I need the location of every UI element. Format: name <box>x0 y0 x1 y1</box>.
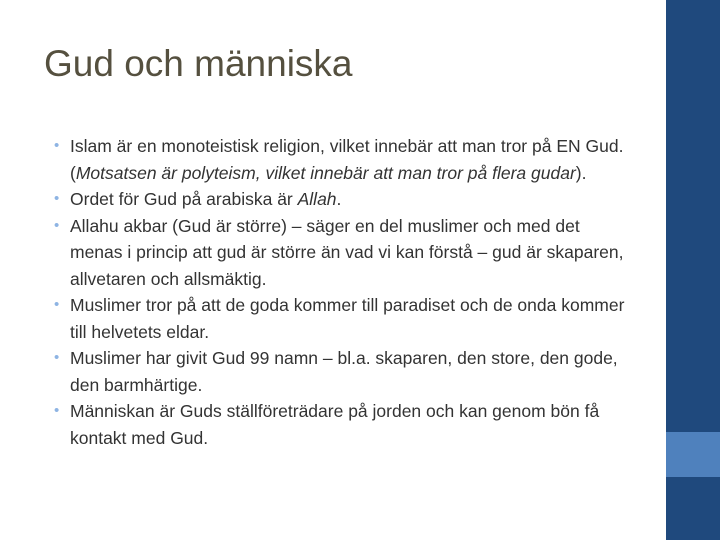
bullet-text: Islam är en monoteistisk religion, vilket innebär att man tror på EN Gud. ( <box>70 136 624 183</box>
bullet-dot-icon: • <box>54 349 60 366</box>
bullet-item <box>54 292 634 345</box>
bullet-text-italic: Allah <box>297 189 337 209</box>
bullet-dot-icon: • <box>54 402 60 419</box>
bullet-text: ). <box>575 162 587 183</box>
bullet-item <box>54 398 634 451</box>
bullet-dot-icon: • <box>54 216 60 234</box>
bullet-text: . <box>336 189 342 209</box>
bullet-dot-icon: • <box>54 137 60 154</box>
bullet-text-italic: Motsatsen är polyteism, vilket innebär att man tror på flera gudar <box>75 162 576 183</box>
bullet-item <box>54 186 634 213</box>
bullet-text: Ordet för Gud på arabiska är <box>70 189 298 209</box>
bullet-text: Människan är Guds ställföreträdare på jorden och kan genom bön få kontakt med Gud. <box>70 401 600 448</box>
bullet-text: Muslimer har givit Gud 99 namn – bl.a. skaparen, den store, den gode, den barmhärtige. <box>70 348 618 395</box>
slide-title: Gud och människa <box>44 43 353 84</box>
sidebar-accent-block <box>666 432 720 477</box>
bullet-dot-icon: • <box>54 296 60 313</box>
bullet-text: Allahu akbar (Gud är större) – säger en del muslimer och med det menas i princip att gud är större än vad vi kan förstå – gud är skaparen, allvetaren och allsmäktig. <box>70 215 624 289</box>
bullet-item <box>54 345 634 398</box>
bullet-list <box>54 133 634 451</box>
bullet-item <box>54 213 634 293</box>
bullet-text: Muslimer tror på att de goda kommer till paradiset och de onda kommer till helvetets eldar. <box>70 295 625 342</box>
bullet-dot-icon: • <box>54 190 60 207</box>
bullet-item <box>54 133 634 186</box>
decorative-sidebar <box>666 0 720 540</box>
